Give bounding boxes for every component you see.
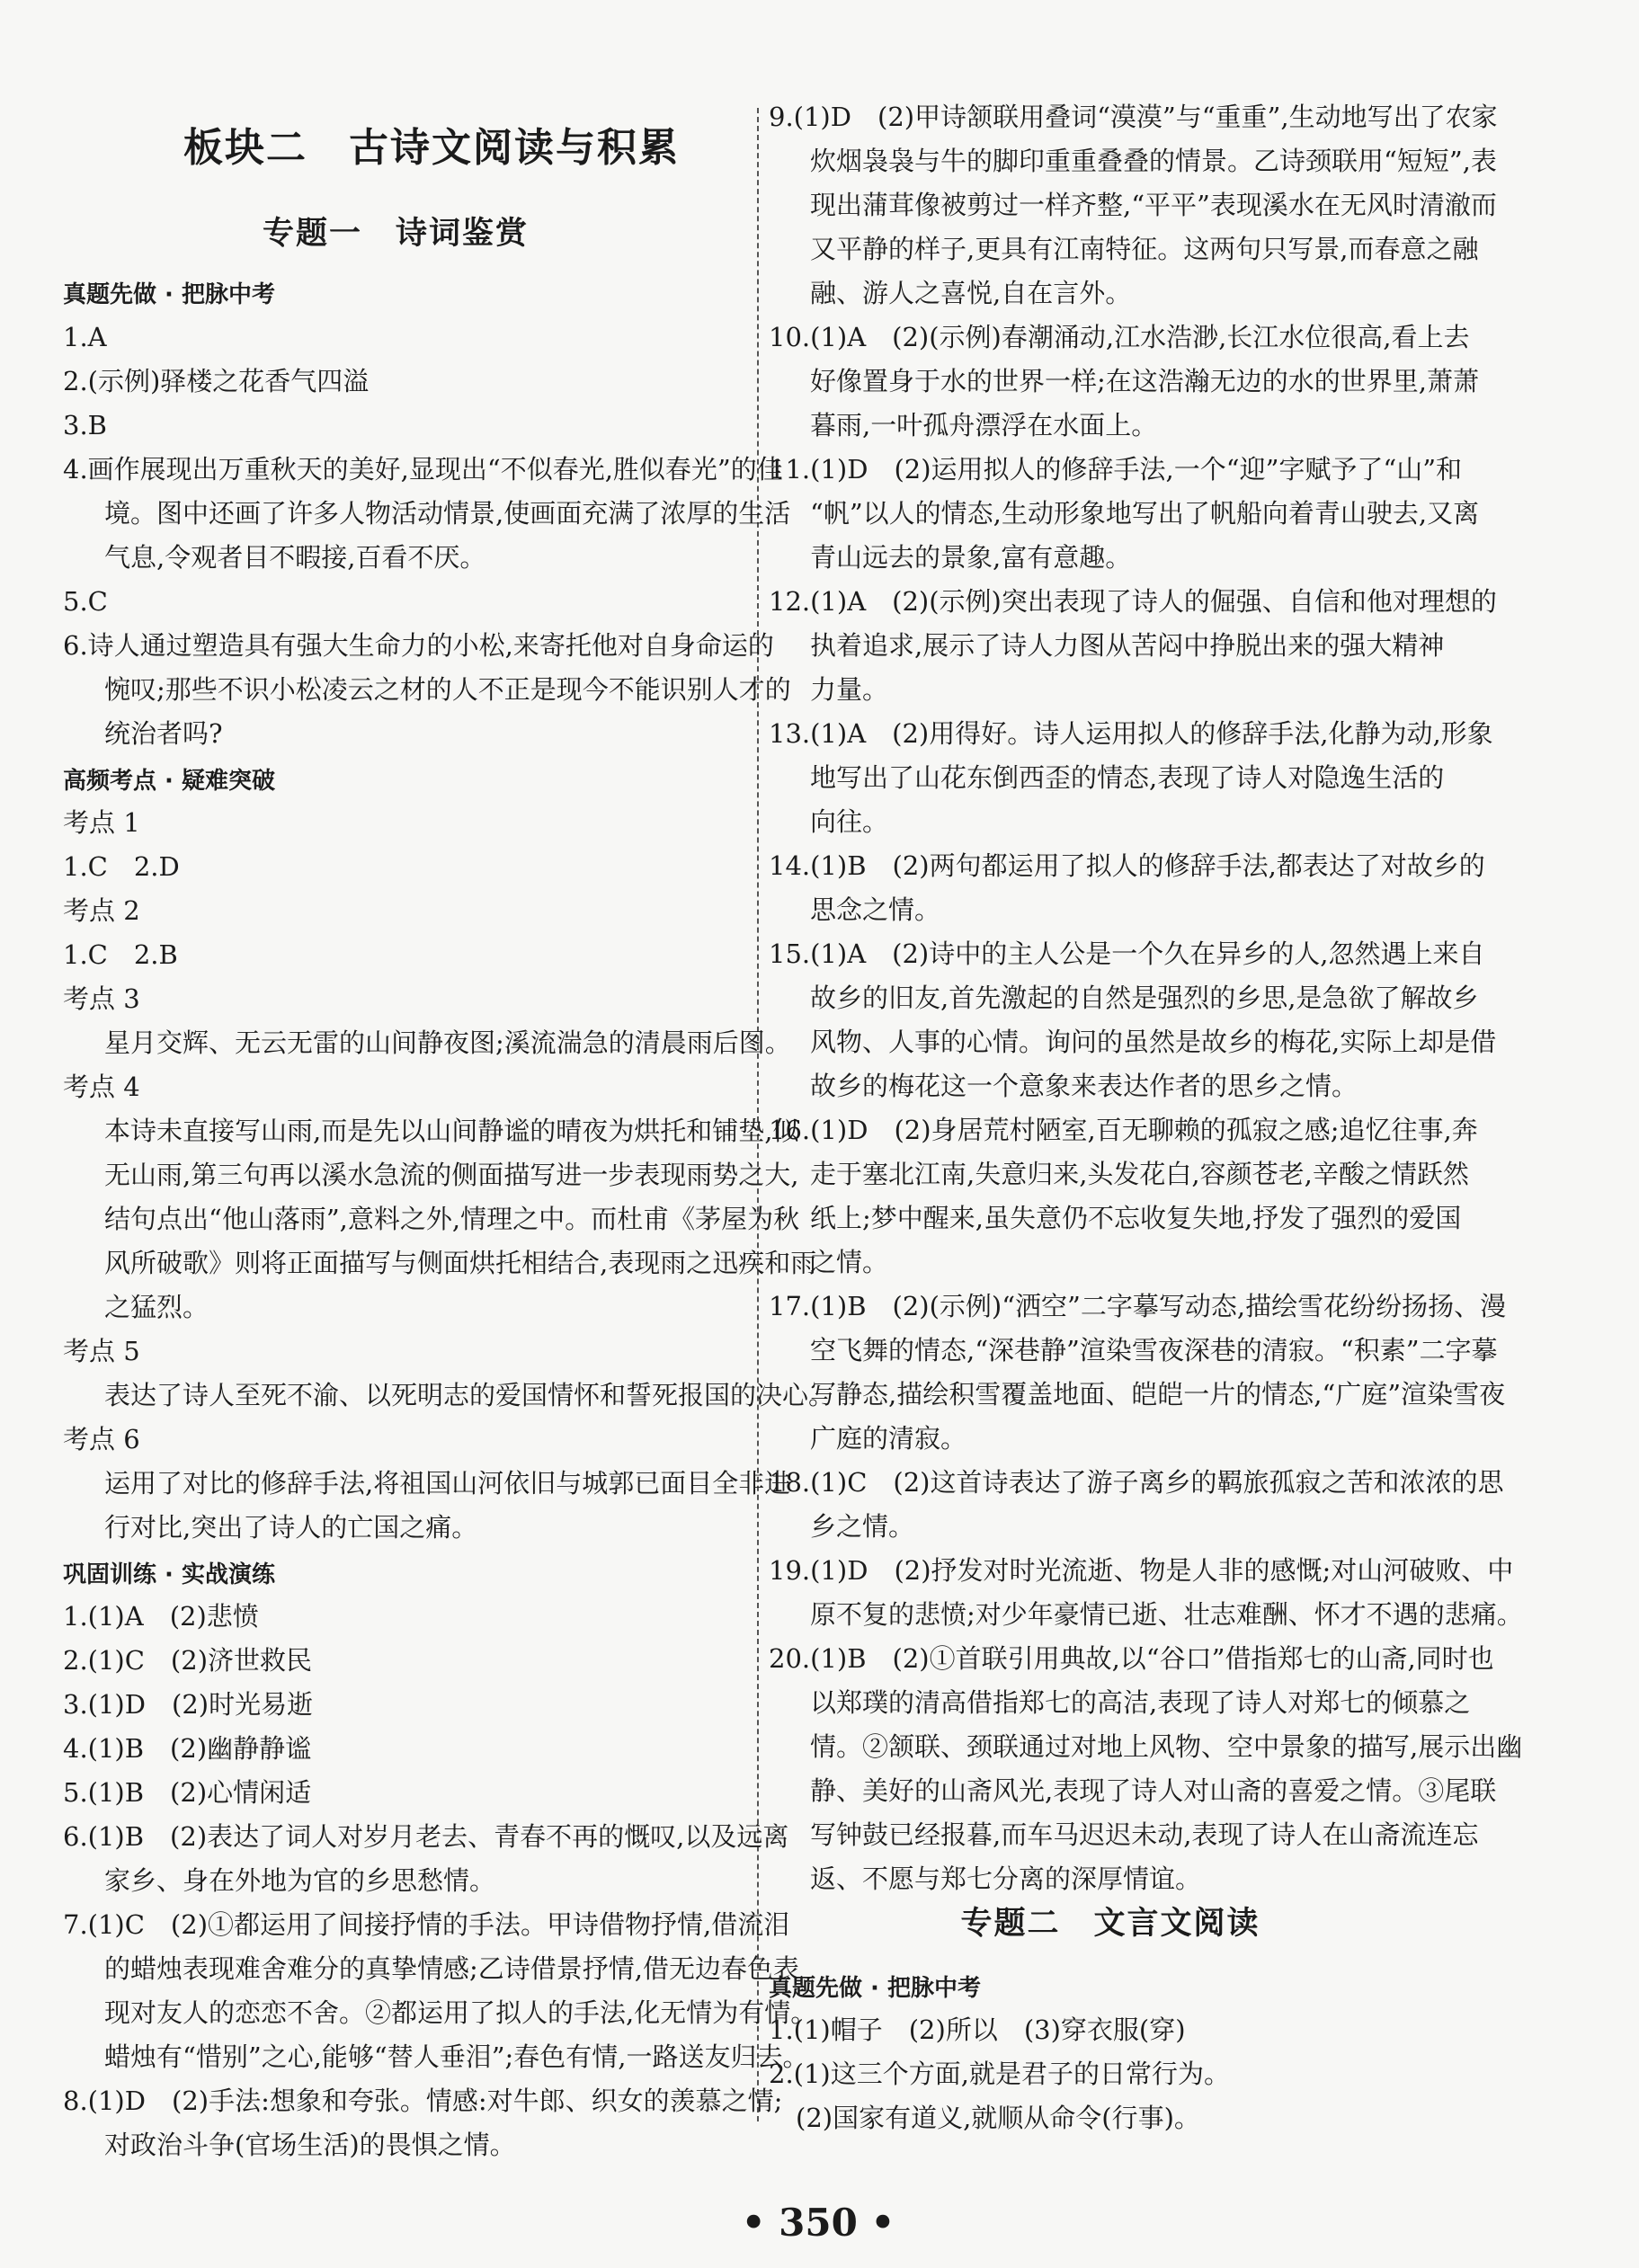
answer-line: 之猛烈。: [104, 1292, 209, 1322]
answer-line: 向往。: [810, 806, 889, 837]
answer-line: 17.(1)B (2)(示例)“洒空”二字摹写动态,描绘雪花纷纷扬扬、漫: [769, 1291, 1507, 1321]
section-heading: 高频考点 · 疑难突破: [63, 768, 275, 795]
topic2-title: 专题二 文言文阅读: [960, 1906, 1260, 1942]
answer-line: “帆”以人的情态,生动形象地写出了帆船向着青山驶去,又离: [810, 498, 1480, 529]
answer-line: 暮雨,一叶孤舟漂浮在水面上。: [810, 410, 1158, 440]
answer-line: 8.(1)D (2)手法:想象和夸张。情感:对牛郎、织女的羡慕之情;: [63, 2086, 783, 2116]
answer-line: 情。②颔联、颈联通过对地上风物、空中景象的描写,展示出幽: [810, 1731, 1523, 1762]
answer-line: 1.C 2.D: [63, 851, 180, 882]
answer-line: 地写出了山花东倒西歪的情态,表现了诗人对隐逸生活的: [810, 762, 1445, 793]
answer-line: 结句点出“他山落雨”,意料之外,情理之中。而杜甫《茅屋为秋: [104, 1204, 800, 1234]
answer-line: 15.(1)A (2)诗中的主人公是一个久在异乡的人,忽然遇上来自: [769, 938, 1485, 969]
answer-line: 青山远去的景象,富有意趣。: [810, 542, 1132, 573]
answer-line: 7.(1)C (2)①都运用了间接抒情的手法。甲诗借物抒情,借流泪: [63, 1909, 790, 1940]
section-heading: 真题先做 · 把脉中考: [63, 281, 275, 308]
answer-line: 12.(1)A (2)(示例)突出表现了诗人的倔强、自信和他对理想的: [769, 586, 1497, 617]
answer-line: 写钟鼓已经报暮,而车马迟迟未动,表现了诗人在山斋流连忘: [810, 1819, 1479, 1850]
answer-line: 家乡、身在外地为官的乡思愁情。: [104, 1865, 496, 1896]
answer-line: 之情。: [810, 1247, 889, 1277]
answer-line: 11.(1)D (2)运用拟人的修辞手法,一个“迎”字赋予了“山”和: [769, 454, 1463, 485]
answer-line: 力量。: [810, 674, 889, 705]
answer-line: 5.(1)B (2)心情闲适: [63, 1777, 312, 1808]
answer-line: 故乡的旧友,首先激起的自然是强烈的乡思,是急欲了解故乡: [810, 983, 1479, 1013]
answer-line: 考点 5: [63, 1336, 140, 1366]
answer-line: 原不复的悲愤;对少年豪情已逝、壮志难酬、怀才不遇的悲痛。: [810, 1599, 1523, 1630]
answer-line: 4.(1)B (2)幽静静谧: [63, 1733, 312, 1764]
answer-line: 星月交辉、无云无雷的山间静夜图;溪流湍急的清晨雨后图。: [104, 1027, 791, 1058]
answer-line: 执着追求,展示了诗人力图从苦闷中挣脱出来的强大精神: [810, 630, 1445, 661]
answer-line: 又平静的样子,更具有江南特征。这两句只写景,而春意之融: [810, 234, 1479, 264]
answer-line: 考点 3: [63, 983, 140, 1014]
answer-line: 4.画作展现出万重秋天的美好,显现出“不似春光,胜似春光”的佳: [63, 454, 783, 485]
answer-line: 境。图中还画了许多人物活动情景,使画面充满了浓厚的生活: [104, 498, 791, 529]
block-title: 板块二 古诗文阅读与积累: [183, 125, 680, 171]
answer-line: 风所破歌》则将正面描写与侧面烘托相结合,表现雨之迅疾和雨: [104, 1248, 817, 1278]
answer-line: 考点 6: [63, 1424, 140, 1454]
answer-line: 静、美好的山斋风光,表现了诗人对山斋的喜爱之情。③尾联: [810, 1775, 1497, 1806]
topic1-title: 专题一 诗词鉴赏: [262, 216, 529, 252]
answer-line: 空飞舞的情态,“深巷静”渲染雪夜深巷的清寂。“积素”二字摹: [810, 1335, 1498, 1365]
answer-line: 对政治斗争(官场生活)的畏惧之情。: [104, 2130, 516, 2160]
answer-line: 炊烟袅袅与牛的脚印重重叠叠的情景。乙诗颈联用“短短”,表: [810, 146, 1497, 176]
answer-line: 3.(1)D (2)时光易逝: [63, 1689, 314, 1720]
answer-line: 好像置身于水的世界一样;在这浩瀚无边的水的世界里,萧萧: [810, 366, 1479, 396]
answer-line: 走于塞北江南,失意归来,头发花白,容颜苍老,辛酸之情跃然: [810, 1159, 1469, 1189]
answer-line: 运用了对比的修辞手法,将祖国山河依旧与城郭已面目全非进: [104, 1468, 791, 1499]
answer-line: 1.C 2.B: [63, 939, 178, 970]
page-number: • 350 •: [741, 2201, 895, 2245]
section-heading: 真题先做 · 把脉中考: [769, 1975, 981, 2002]
answer-line: 思念之情。: [810, 894, 941, 925]
answer-line: 气息,令观者目不暇接,百看不厌。: [104, 542, 486, 573]
answer-line: 考点 4: [63, 1072, 140, 1102]
answer-line: 蜡烛有“惜别”之心,能够“替人垂泪”;春色有情,一路送友归去。: [104, 2041, 809, 2072]
answer-line: 乡之情。: [810, 1511, 915, 1542]
answer-line: 13.(1)A (2)用得好。诗人运用拟人的修辞手法,化静为动,形象: [769, 718, 1493, 749]
answer-line: 19.(1)D (2)抒发对时光流逝、物是人非的感慨;对山河破败、中: [769, 1555, 1514, 1586]
answer-line: 考点 1: [63, 807, 140, 838]
answer-line: 6.(1)B (2)表达了词人对岁月老去、青春不再的慨叹,以及远离: [63, 1821, 789, 1852]
answer-line: 3.B: [63, 410, 107, 440]
answer-line: 行对比,突出了诗人的亡国之痛。: [104, 1512, 478, 1543]
answer-line: 本诗未直接写山雨,而是先以山间静谧的晴夜为烘托和铺垫,似: [104, 1116, 799, 1146]
answer-line: 2.(示例)驿楼之花香气四溢: [63, 366, 370, 396]
answer-line: 纸上;梦中醒来,虽失意仍不忘收复失地,抒发了强烈的爱国: [810, 1203, 1462, 1233]
section-heading: 巩固训练 · 实战演练: [63, 1561, 275, 1588]
answer-line: 现出蒲茸像被剪过一样齐整,“平平”表现溪水在无风时清澈而: [810, 190, 1497, 220]
answer-line: 返、不愿与郑七分离的深厚情谊。: [810, 1863, 1202, 1894]
answer-line: 融、游人之喜悦,自在言外。: [810, 278, 1132, 308]
answer-line: 1.(1)帽子 (2)所以 (3)穿衣服(穿): [769, 2015, 1186, 2045]
answer-line: 1.(1)A (2)悲愤: [63, 1601, 259, 1632]
answer-line: 2.(1)C (2)济世救民: [63, 1645, 313, 1676]
answer-line: 统治者吗?: [104, 718, 223, 749]
answer-line: (2)国家有道义,就顺从命令(行事)。: [796, 2103, 1200, 2133]
answer-line: 的蜡烛表现难舍难分的真挚情感;乙诗借景抒情,借无边春色表: [104, 1953, 799, 1984]
answer-line: 现对友人的恋恋不舍。②都运用了拟人的手法,化无情为有情。: [104, 1997, 817, 2028]
answer-line: 以郑璞的清高借指郑七的高洁,表现了诗人对郑七的倾慕之: [810, 1687, 1471, 1718]
answer-line: 14.(1)B (2)两句都运用了拟人的修辞手法,都表达了对故乡的: [769, 850, 1485, 881]
answer-line: 考点 2: [63, 895, 140, 926]
answer-line: 10.(1)A (2)(示例)春潮涌动,江水浩渺,长江水位很高,看上去: [769, 322, 1470, 352]
answer-line: 无山雨,第三句再以溪水急流的侧面描写进一步表现雨势之大,: [104, 1160, 799, 1190]
answer-line: 1.A: [63, 322, 107, 352]
answer-line: 2.(1)这三个方面,就是君子的日常行为。: [769, 2059, 1230, 2089]
answer-line: 写静态,描绘积雪覆盖地面、皑皑一片的情态,“广庭”渲染雪夜: [810, 1379, 1506, 1410]
answer-line: 风物、人事的心情。询问的虽然是故乡的梅花,实际上却是借: [810, 1027, 1497, 1057]
answer-line: 9.(1)D (2)甲诗颔联用叠词“漠漠”与“重重”,生动地写出了农家: [769, 102, 1498, 132]
answer-line: 故乡的梅花这一个意象来表达作者的思乡之情。: [810, 1071, 1358, 1101]
answer-line: 18.(1)C (2)这首诗表达了游子离乡的羁旅孤寂之苦和浓浓的思: [769, 1467, 1504, 1498]
answer-line: 表达了诗人至死不渝、以死明志的爱国情怀和誓死报国的决心。: [104, 1380, 835, 1410]
answer-line: 广庭的清寂。: [810, 1423, 967, 1454]
answer-line: 6.诗人通过塑造具有强大生命力的小松,来寄托他对自身命运的: [63, 630, 774, 661]
answer-line: 惋叹;那些不识小松凌云之材的人不正是现今不能识别人才的: [104, 674, 791, 705]
answer-line: 5.C: [63, 586, 108, 617]
answer-line: 20.(1)B (2)①首联引用典故,以“谷口”借指郑七的山斋,同时也: [769, 1643, 1494, 1674]
answer-line: 16.(1)D (2)身居荒村陋室,百无聊赖的孤寂之感;追忆往事,奔: [769, 1115, 1478, 1145]
